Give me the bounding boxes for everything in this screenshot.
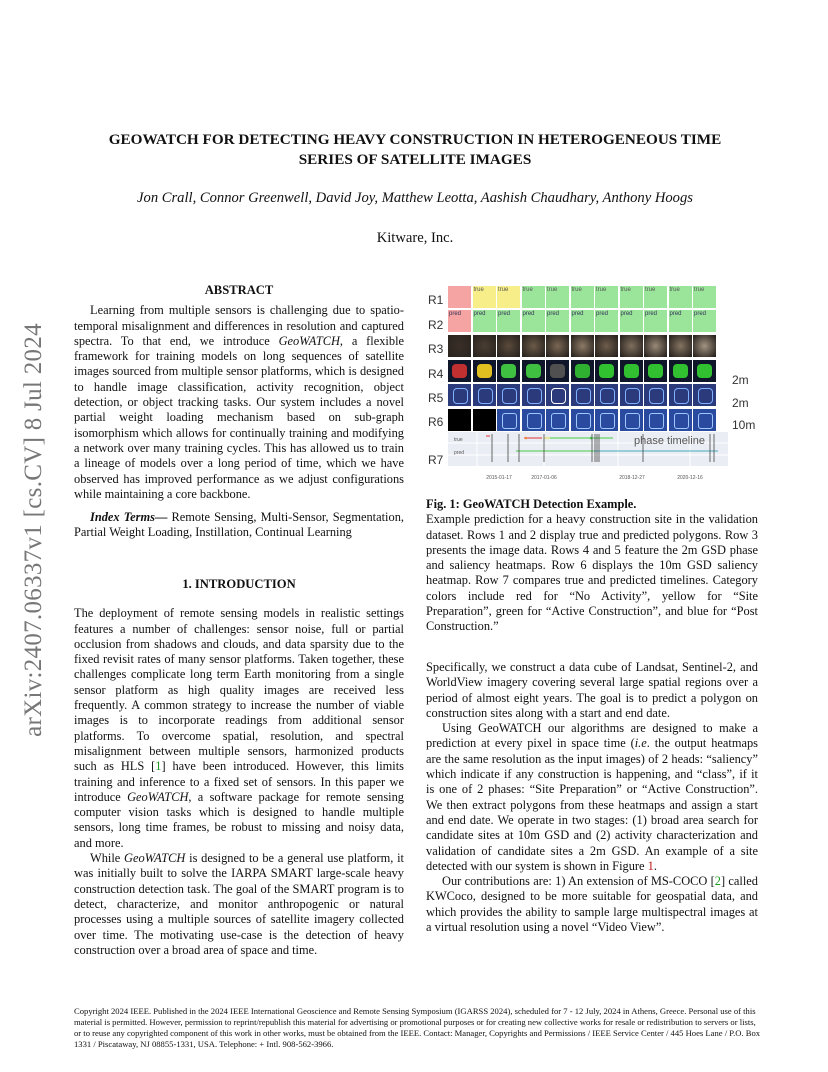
pred-tile-label: pred: [694, 311, 707, 317]
figure-tile: [522, 360, 545, 382]
paper-title: GEOWATCH FOR DETECTING HEAVY CONSTRUCTION IN HETEROGENEOUS TIME SERIES OF SATELLITE IMAGES: [108, 131, 722, 168]
figure-tile: [644, 409, 667, 431]
phase-timeline-chart: [448, 432, 728, 482]
true-tile-label: true: [522, 287, 533, 293]
right-paragraph-1: Specifically, we construct a data cube of Landsat, Sentinel-2, and WorldView imagery covering several large spatial regions over a period of almost eight years. The goal is to predict a polygon on construction sites along with a start and end date.: [426, 660, 758, 720]
right-paragraph-2: Using GeoWATCH our algorithms are designed to make a prediction at every pixel in space time (i.e. the output heatmaps are the same resolution as the input images) of 2 heads: “saliency” which indicate if any construction is happening, and “class”, if it is one of 2 phases: “Site Preparation” or “Active Construction”. We then extract polygons from these heatmaps and assign a start and end date. We operate in two stages: (1) broad area search for candidate sites at 10m GSD and (2) activity characterization and validation of candidate sites a 2m GSD. An example of a site detected with our system is shown in Figure 1.: [426, 721, 758, 873]
true-tile-label: true: [620, 287, 631, 293]
figure-tile: [595, 335, 618, 357]
figure-tile: [693, 360, 716, 382]
figure-tile: [473, 360, 496, 382]
res-label-r4: 2m: [732, 373, 749, 387]
figure-tile: [644, 335, 667, 357]
pred-tile-label: pred: [473, 311, 486, 317]
figure-tile: [473, 409, 496, 431]
arxiv-watermark: arXiv:2407.06337v1 [cs.CV] 8 Jul 2024: [20, 323, 47, 737]
true-tile-label: true: [645, 287, 656, 293]
figure-tile: [669, 384, 692, 406]
copyright-notice: Copyright 2024 IEEE. Published in the 2024 IEEE International Geoscience and Remote Sensing Symposium (IGARSS 2024), scheduled for 7 - 12 July, 2024 in Athens, Greece. Personal use of this material is permitted. However, permission to reprint/republish this material for advertising or promotional purposes or for creating new collective works for resale or redistribution to servers or lists, or to reuse any copyrighted component of this work in other works, must be obtained from the IEEE. Contact: Manager, Copyrights and Permissions / IEEE Service Center / 445 Hoes Lane / P.O. Box 1331 / Piscataway, NJ 08855-1331, USA. Telephone: + Intl. 908-562-3966.: [74, 1006, 761, 1049]
figure-tile: [693, 335, 716, 357]
timeline-true-label: true: [454, 437, 463, 443]
figure-tile: [473, 384, 496, 406]
row-label-r2: R2: [428, 318, 444, 332]
figure-tile: [693, 384, 716, 406]
timeline-date: 2015-01-17: [486, 475, 512, 481]
pred-tile-label: pred: [669, 311, 682, 317]
figure-tile: [546, 335, 569, 357]
authors: Jon Crall, Connor Greenwell, David Joy, Matthew Leotta, Aashish Chaudhary, Anthony Hoogs: [137, 190, 693, 206]
intro-paragraph-2: While GeoWATCH is designed to be a general use platform, it was initially built to solve the IARPA SMART large-scale heavy construction detection task. The goal of the SMART program is to detect, characterize, and monitor anthropogenic or natural processes using a multiple sources of satellite imagery collected over time. The motivating use-case is the detection of heavy construction over a broad area of space and time.: [74, 851, 404, 957]
true-tile-label: true: [669, 287, 680, 293]
timeline-date: 2018-12-27: [619, 475, 645, 481]
row-label-r1: R1: [428, 293, 444, 307]
abstract-text: Learning from multiple sensors is challenging due to spatio-temporal misalignment and differences in resolution and captured spectra. To that end, we introduce GeoWATCH, a flexible framework for training models on long sequences of satellite images sourced from multiple sensor platforms, which is designed to handle image classification, activity recognition, object detection, or object tracking tasks. Our system includes a novel partial weight loading mechanism based on sub-graph isomorphism which allows for continually training and modifying a network over many training cycles. This has allowed us to train a lineage of models over a long period of time, which we have observed has improved performance as we adjust configurations while maintaining a core backbone.: [74, 303, 405, 501]
figure-tile: [620, 409, 643, 431]
figure-tile: [448, 286, 471, 308]
affiliation: Kitware, Inc.: [376, 230, 454, 246]
timeline-date: 2017-01-06: [531, 475, 557, 481]
figure-tile: [669, 335, 692, 357]
figure-tile: [595, 384, 618, 406]
figure-tile: [522, 335, 545, 357]
true-tile-label: true: [571, 287, 582, 293]
pred-tile-label: pred: [498, 311, 511, 317]
figure-tile: [571, 335, 594, 357]
timeline-date: 2020-12-16: [677, 475, 703, 481]
figure-tile: [448, 335, 471, 357]
intro-paragraph-1: The deployment of remote sensing models in realistic settings features a number of challenges: sensor noise, full or partial occlusion from shadows and clouds, and data sparsity due to the fixed revisit rates of many sensor platforms. Taken together, these challenges complicate long term Earth monitoring from a single sensor platform as high quality images are received less frequently. A common strategy to increase the number of viable images is to incorporate readings from additional sensor platforms. To overcome spatial, resolution, and spectral misalignment between multiple sensors, harmonized products such as HLS [1] have been introduced. However, this limits training and inference to a fixed set of sensors. In this paper we introduce GeoWATCH, a software package for remote sensing computer vision tasks which is designed to handle multiple sensors, long time frames, be robust to missing and noisy data, and more.: [74, 606, 405, 850]
figure-tile: [571, 360, 594, 382]
right-paragraph-3: Our contributions are: 1) An extension of MS-COCO [2] called KWCoco, designed to be more suitable for geospatial data, and which provides the ability to sample large multispectral images at a virtual resolution using a novel “Video View”.: [426, 874, 758, 935]
true-tile-label: true: [596, 287, 607, 293]
figure-tile: [497, 335, 520, 357]
right-column-text: [426, 660, 758, 935]
abstract-heading: ABSTRACT: [204, 283, 274, 297]
pred-tile-label: pred: [547, 311, 560, 317]
res-label-r5: 2m: [732, 396, 749, 410]
figure-1: [448, 286, 728, 482]
figure-tile: [620, 384, 643, 406]
figure-tile: [497, 409, 520, 431]
figure-tile: [644, 384, 667, 406]
figure-tile: [595, 409, 618, 431]
row-label-r3: R3: [428, 342, 444, 356]
res-label-r6: 10m: [732, 418, 756, 432]
figure-tile: [571, 384, 594, 406]
intro-heading: 1. INTRODUCTION: [182, 577, 296, 591]
figure-tile: [448, 360, 471, 382]
figure-tile: [595, 360, 618, 382]
row-label-r5: R5: [428, 391, 444, 405]
figure-tile: [448, 384, 471, 406]
pred-tile-label: pred: [449, 311, 462, 317]
true-tile-label: true: [694, 287, 705, 293]
abstract-section: [74, 283, 404, 541]
pred-tile-label: pred: [522, 311, 535, 317]
figure-tile: [522, 384, 545, 406]
figure-tile: [473, 335, 496, 357]
row-label-r6: R6: [428, 415, 444, 429]
figure-tile: [620, 360, 643, 382]
timeline-pred-label: pred: [454, 450, 465, 456]
figure-tile: [522, 409, 545, 431]
true-tile-label: true: [498, 287, 509, 293]
true-tile-label: true: [547, 287, 558, 293]
figure-tile: [497, 360, 520, 382]
figure-tile: [546, 360, 569, 382]
figure-tile: [448, 409, 471, 431]
figure-caption: Fig. 1: GeoWATCH Detection Example. Example prediction for a heavy construction site in the validation dataset. Rows 1 and 2 display true and predicted polygons. Row 3 presents the image data. Rows 4 and 5 feature the 2m GSD phase and saliency heatmaps. Row 6 displays the 10m GSD saliency heatmap. Row 7 compares true and predicted timelines. Category colors include red for “No Activity”, yellow for “Site Preparation”, green for “Active Construction”, and blue for “Post Construction.”: [426, 497, 758, 634]
figure-tile: [669, 360, 692, 382]
row-label-r7: R7: [428, 453, 444, 467]
figure-tile: [546, 384, 569, 406]
true-tile-label: true: [473, 287, 484, 293]
row-label-r4: R4: [428, 367, 444, 381]
figure-tile: [669, 409, 692, 431]
pred-tile-label: pred: [596, 311, 609, 317]
figure-tile: [620, 335, 643, 357]
pred-tile-label: pred: [571, 311, 584, 317]
figure-tile: [693, 409, 716, 431]
figure-tile: [546, 409, 569, 431]
introduction-section: [74, 577, 404, 958]
pred-tile-label: pred: [645, 311, 658, 317]
index-terms: Index Terms— Remote Sensing, Multi-Sensor, Segmentation, Partial Weight Loading, Instillation, Continual Learning: [74, 510, 404, 540]
figure-tile: [571, 409, 594, 431]
figure-tile: [497, 384, 520, 406]
timeline-title: phase timeline: [634, 435, 705, 447]
figure-tile: [644, 360, 667, 382]
pred-tile-label: pred: [620, 311, 633, 317]
